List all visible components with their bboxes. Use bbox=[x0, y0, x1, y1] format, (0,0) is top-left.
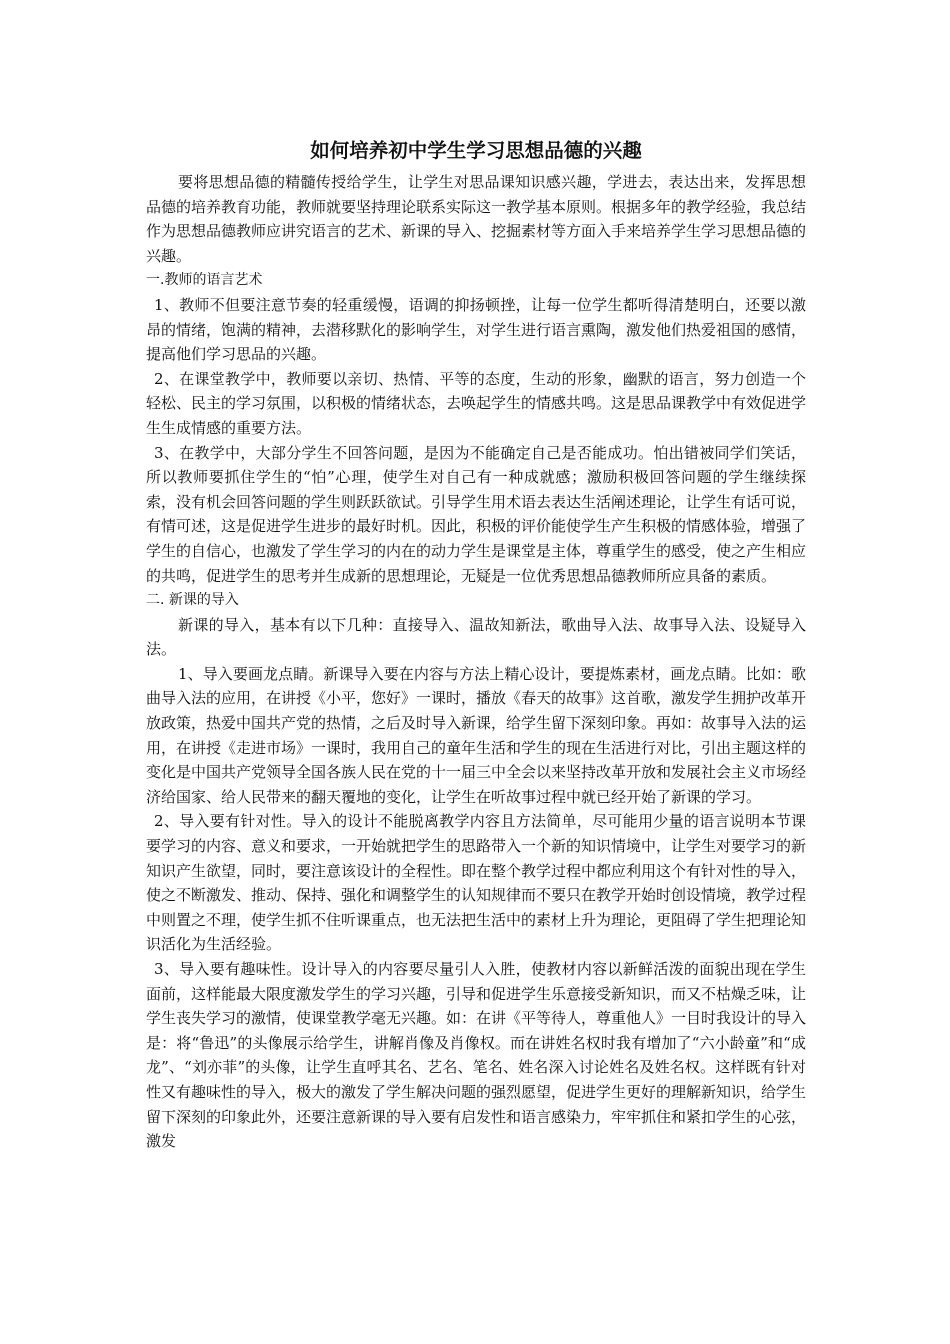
section2-paragraph-2: 2、导入要有针对性。导入的设计不能脱离教学内容且方法简单，尽可能用少量的语言说明本节课要学习的内容、意义和要求，一开始就把学生的思路带入一个新的知识情境中，让学生对要学习的新知识产生欲望，同时，要注意该设计的全程性。即在整个教学过程中都应利用这个有针对性的导入，使之不断激发、推动、保持、强化和调整学生的认知规律而不要只在教学开始时创设情境，教学过程中则置之不理，使学生抓不住听课重点，也无法把生活中的素材上升为理论，更阻碍了学生把理论知识活化为生活经验。 bbox=[146, 812, 807, 954]
section1-paragraph-3: 3、在教学中，大部分学生不回答问题，是因为不能确定自己是否能成功。怕出错被同学们笑话，所以教师要抓住学生的“怕”心理，使学生对自己有一种成就感；激励积极回答问题的学生继续探索，没有机会回答问题的学生则跃跃欲试。引导学生用术语去表达生活阐述理论，让学生有话可说，有情可述，这是促进学生进步的最好时机。因此，积极的评价能使学生产生积极的情感体验，增强了学生的自信心，也激发了学生学习的内在的动力学生是课堂是主体，尊重学生的感受，使之产生相应的共鸣，促进学生的思考并生成新的思想理论，无疑是一位优秀思想品德教师所应具备的素质。 bbox=[146, 443, 807, 585]
section2-intro-paragraph: 新课的导入，基本有以下几种：直接导入、温故知新法，歌曲导入法、故事导入法、设疑导入法。 bbox=[146, 615, 806, 659]
section2-paragraph-1: 1、导入要画龙点睛。新课导入要在内容与方法上精心设计，要提炼素材，画龙点睛。比如：歌曲导入法的应用，在讲授《小平，您好》一课时，播放《春天的故事》这首歌，激发学生拥护改革开放政策，热爱中国共产党的热情，之后及时导入新课，给学生留下深刻印象。再如：故事导入法的运用，在讲授《走进市场》一课时，我用自己的童年生活和学生的现在生活进行对比，引出主题这样的变化是中国共产党领导全国各族人民在党的十一届三中全会以来坚持改革开放和发展社会主义市场经济给国家、给人民带来的翻天覆地的变化，让学生在听故事过程中就已经开始了新课的学习。 bbox=[146, 664, 807, 806]
document-title: 如何培养初中学生学习思想品德的兴趣 bbox=[310, 139, 642, 162]
intro-paragraph: 要将思想品德的精髓传授给学生，让学生对思品课知识感兴趣，学进去，表达出来，发挥思想品德的培养教育功能，教师就要坚持理论联系实际这一教学基本原则。根据多年的教学经验，我总结作为思想品德教师应讲究语言的艺术、新课的导入、挖掘素材等方面入手来培养学生学习思想品德的兴趣。 bbox=[146, 173, 807, 265]
section-heading-lesson-introduction: 二. 新课的导入 bbox=[146, 592, 239, 609]
section2-paragraph-3: 3、导入要有趣味性。设计导入的内容要尽量引人入胜，使教材内容以新鲜活泼的面貌出现在学生面前，这样能最大限度激发学生的学习兴趣，引导和促进学生乐意接受新知识，而又不枯燥乏味，让学生丧失学习的激情，使课堂教学毫无兴趣。如：在讲《平等待人，尊重他人》一目时我设计的导入是：将“鲁迅”的头像展示给学生，讲解肖像及肖像权。而在讲姓名权时我有增加了“六小龄童”和“成龙”、“刘亦菲”的头像，让学生直呼其名、艺名、笔名、姓名深入讨论姓名及姓名权。这样既有针对性又有趣味性的导入，极大的激发了学生解决问题的强烈愿望，促进学生更好的理解新知识，给学生留下深刻的印象此外，还要注意新课的导入要有启发性和语言感染力，牢牢抓住和紧扣学生的心弦，激发 bbox=[146, 960, 807, 1151]
document-page bbox=[146, 128, 806, 1154]
section1-paragraph-2: 2、在课堂教学中，教师要以亲切、热情、平等的态度，生动的形象，幽默的语言，努力创造一个轻松、民主的学习氛围，以积极的情绪状态，去唤起学生的情感共鸣。这是思品课教学中有效促进学生生成情感的重要方法。 bbox=[146, 369, 807, 437]
section1-paragraph-1: 1、教师不但要注意节奏的轻重缓慢，语调的抑扬顿挫，让每一位学生都听得清楚明白，还要以激昂的情绪，饱满的精神，去潜移默化的影响学生，对学生进行语言熏陶，激发他们热爱祖国的感情，提高他们学习思品的兴趣。 bbox=[146, 295, 807, 364]
section-heading-teacher-language: 一.教师的语言艺术 bbox=[146, 272, 263, 289]
